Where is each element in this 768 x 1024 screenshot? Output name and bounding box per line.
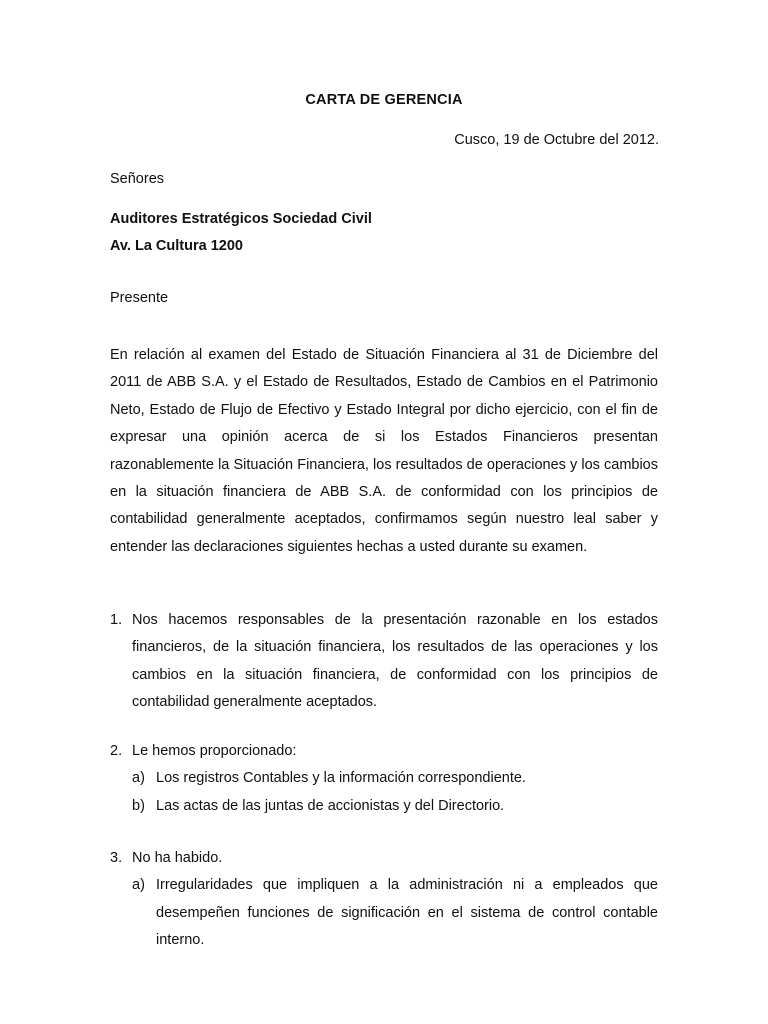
- salutation: Señores: [110, 171, 165, 187]
- presente-label: Presente: [110, 290, 169, 306]
- sub-item-text: Irregularidades que impliquen a la administración ni a empleados que desempeñen funciones de significación en el sistema de control contable interno.: [156, 877, 658, 949]
- item-number: 3.: [110, 850, 123, 866]
- numbered-item-1: [110, 607, 658, 717]
- addressee-name: Auditores Estratégicos Sociedad Civil: [110, 211, 372, 227]
- sub-item-letter: a): [132, 770, 145, 787]
- numbered-item-3: [110, 845, 658, 955]
- sub-item-3a: [110, 872, 658, 954]
- sub-item-2b: [110, 793, 658, 820]
- item-text: Le hemos proporcionado:: [132, 743, 297, 759]
- letter-date: Cusco, 19 de Octubre del 2012.: [454, 132, 659, 148]
- item-number: 1.: [110, 612, 123, 628]
- item-text: No ha habido.: [132, 850, 223, 866]
- document-title: CARTA DE GERENCIA: [305, 92, 463, 108]
- sub-item-2a: [110, 765, 658, 792]
- numbered-item-2: [110, 738, 658, 820]
- sub-item-text: Los registros Contables y la información correspondiente.: [156, 770, 526, 787]
- sub-item-letter: b): [132, 797, 145, 814]
- sub-item-text: Las actas de las juntas de accionistas y del Directorio.: [156, 797, 505, 814]
- item-number: 2.: [110, 743, 123, 759]
- item-text: Nos hacemos responsables de la presentación razonable en los estados financieros, de la situación financiera, los resultados de las operaciones y los cambios en la situación financiera, de conformidad con los principios de contabilidad generalmente aceptados.: [132, 612, 658, 711]
- addressee-address: Av. La Cultura 1200: [110, 238, 243, 254]
- body-paragraph: En relación al examen del Estado de Situación Financiera al 31 de Diciembre del 2011 de ABB S.A. y el Estado de Resultados, Estado de Cambios en el Patrimonio Neto, Estado de Flujo de Efectivo y Estado Integral por dicho ejercicio, con el fin de expresar una opinión acerca de si los Estados Financieros presentan razonablemente la Situación Financiera, los resultados de operaciones y los cambios en la situación financiera de ABB S.A. de conformidad con los principios de contabilidad generalmente aceptados, confirmamos según nuestro leal saber y entender las declaraciones siguientes hechas a usted durante su examen.: [110, 347, 658, 555]
- sub-item-letter: a): [132, 877, 145, 894]
